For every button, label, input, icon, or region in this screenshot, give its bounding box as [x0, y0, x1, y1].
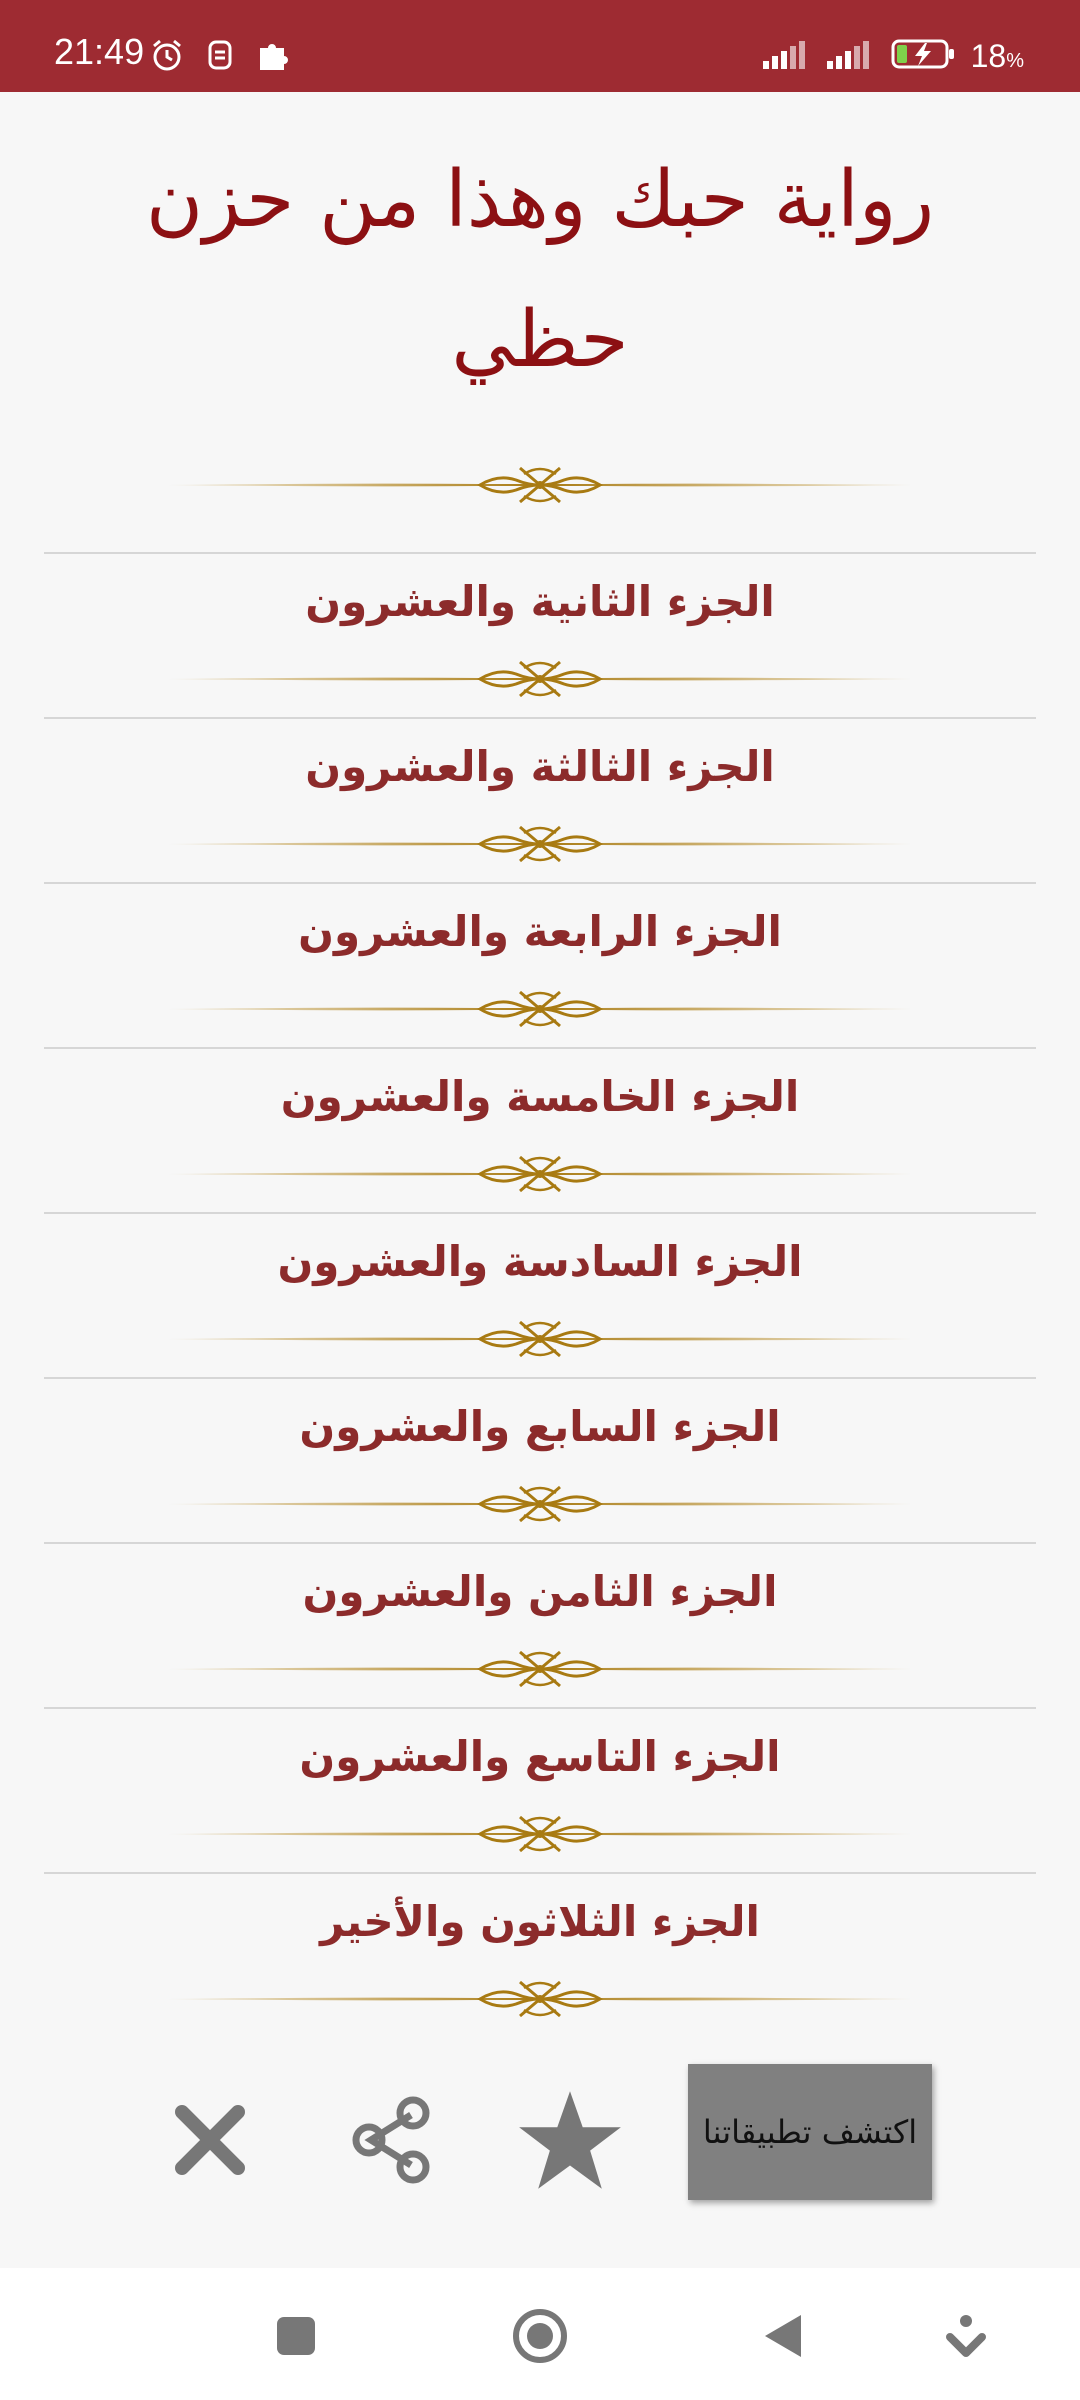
chapter-label: الجزء الثلاثون والأخير	[320, 1897, 760, 1946]
star-icon[interactable]	[510, 2080, 630, 2200]
status-time: 21:49	[54, 31, 145, 72]
chapter-item[interactable]	[44, 552, 1036, 718]
back-icon[interactable]	[744, 2298, 820, 2374]
status-right	[763, 38, 1024, 74]
chapter-label: الجزء الرابعة والعشرون	[298, 907, 782, 956]
chapter-item[interactable]	[44, 1212, 1036, 1378]
chapter-item[interactable]	[44, 1707, 1036, 1873]
signal-icon	[763, 39, 811, 73]
ornament-divider-icon	[168, 1479, 912, 1529]
ornament-divider-icon	[168, 1644, 912, 1694]
ornament-divider-icon	[168, 984, 912, 1034]
navigation-bar	[0, 2268, 1080, 2400]
chapter-item[interactable]	[44, 882, 1036, 1048]
chapter-item[interactable]	[44, 1047, 1036, 1213]
ornament-divider-icon	[168, 1974, 912, 2020]
home-icon[interactable]	[502, 2298, 578, 2374]
puzzle-icon	[256, 38, 290, 76]
signal-icon	[827, 39, 875, 73]
discover-apps-button[interactable]: اكتشف تطبيقاتنا	[688, 2064, 932, 2200]
recents-icon[interactable]	[258, 2298, 334, 2374]
battery-text: 18%	[970, 38, 1024, 74]
action-bar	[0, 2040, 1080, 2240]
chapter-label: الجزء التاسع والعشرون	[299, 1732, 781, 1781]
chapter-list[interactable]	[44, 440, 1036, 2020]
status-left-icons	[150, 38, 290, 76]
ornament-divider-icon	[168, 654, 912, 704]
ornament-divider-icon	[168, 1314, 912, 1364]
chapter-label: الجزء الثامن والعشرون	[302, 1567, 778, 1616]
page-title: رواية حبك وهذا من حزن حظي	[145, 155, 935, 385]
chapter-item[interactable]	[44, 1377, 1036, 1543]
ornament-divider-icon	[168, 819, 912, 869]
ornament-divider-icon	[168, 1809, 912, 1859]
chapter-label: الجزء الثالثة والعشرون	[305, 742, 775, 791]
chapter-label: الجزء الثانية والعشرون	[305, 577, 775, 626]
data-saver-icon	[206, 38, 234, 76]
ornament-divider-icon	[168, 1149, 912, 1199]
close-icon[interactable]	[150, 2080, 270, 2200]
chapter-label: الجزء السابع والعشرون	[299, 1402, 781, 1451]
chapter-item[interactable]	[44, 1542, 1036, 1708]
chapter-item[interactable]	[44, 1872, 1036, 2020]
partial-chapter-item[interactable]	[44, 440, 1036, 456]
chapter-label: الجزء الخامسة والعشرون	[280, 1072, 800, 1121]
ornament-divider-icon	[168, 460, 912, 510]
share-icon[interactable]	[332, 2080, 452, 2200]
chapter-item[interactable]	[44, 717, 1036, 883]
alarm-icon	[150, 38, 184, 76]
assist-icon[interactable]	[928, 2298, 1004, 2374]
battery-charging-icon	[891, 38, 955, 74]
status-bar	[0, 0, 1080, 92]
chapter-label: الجزء السادسة والعشرون	[277, 1237, 803, 1286]
